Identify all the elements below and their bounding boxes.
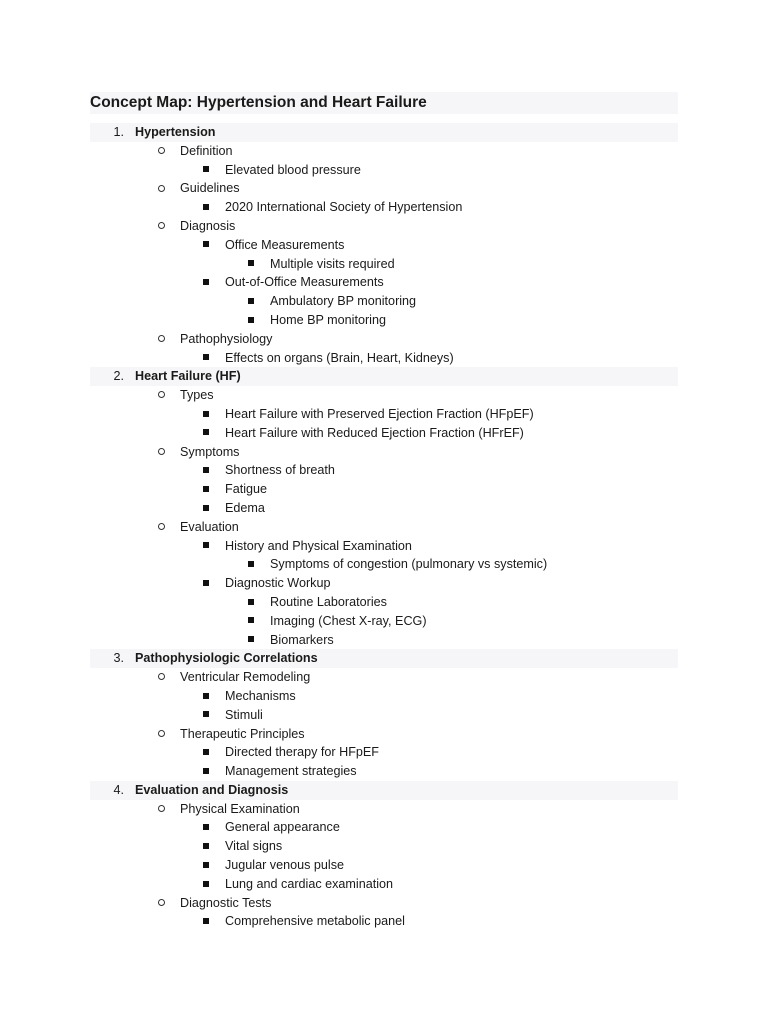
hollow-bullet-icon xyxy=(156,800,166,819)
square-bullet-icon xyxy=(246,612,256,631)
outline-item-text: Heart Failure with Reduced Ejection Fraction (HFrEF) xyxy=(225,425,524,440)
square-bullet-icon xyxy=(246,311,256,330)
square-bullet-icon xyxy=(201,856,211,875)
outline-item xyxy=(90,537,678,556)
document-page xyxy=(90,92,678,931)
outline-item xyxy=(90,743,678,762)
outline-item-text: Shortness of breath xyxy=(225,463,335,478)
outline-item-text: Directed therapy for HFpEF xyxy=(225,745,379,760)
outline-item xyxy=(90,518,678,537)
hollow-bullet-icon xyxy=(156,142,166,161)
outline-item-text: Therapeutic Principles xyxy=(180,726,305,741)
outline-item xyxy=(90,236,678,255)
outline-item-text: Diagnosis xyxy=(180,218,236,233)
square-bullet-icon xyxy=(201,537,211,556)
hollow-bullet-icon xyxy=(156,668,166,687)
outline-item-text: Diagnostic Workup xyxy=(225,576,331,591)
list-number: 3. xyxy=(113,651,124,666)
outline-item-text: Lung and cardiac examination xyxy=(225,876,394,891)
outline-item-text: Multiple visits required xyxy=(270,256,395,271)
outline-item-text: Ventricular Remodeling xyxy=(180,670,311,685)
outline-item xyxy=(90,818,678,837)
hollow-bullet-icon xyxy=(156,179,166,198)
section-heading xyxy=(90,367,678,386)
outline-item-text: Home BP monitoring xyxy=(270,312,386,327)
outline-item-text: Symptoms of congestion (pulmonary vs systemic) xyxy=(270,557,548,572)
square-bullet-icon xyxy=(201,480,211,499)
outline-item-text: Pathophysiologic Correlations xyxy=(135,651,318,666)
square-bullet-icon xyxy=(201,461,211,480)
outline-item-text: Physical Examination xyxy=(180,801,300,816)
square-bullet-icon xyxy=(201,198,211,217)
outline-item-text: Pathophysiology xyxy=(180,331,273,346)
outline-item xyxy=(90,461,678,480)
outline-item-text: Biomarkers xyxy=(270,632,334,647)
outline-item-text: Mechanisms xyxy=(225,688,296,703)
hollow-bullet-icon xyxy=(156,725,166,744)
hollow-bullet-icon xyxy=(156,894,166,913)
outline-item-text: Fatigue xyxy=(225,482,268,497)
outline-item-text: Hypertension xyxy=(135,125,216,139)
outline-item xyxy=(90,687,678,706)
square-bullet-icon xyxy=(201,349,211,368)
outline-item xyxy=(90,574,678,593)
outline-item-text: Guidelines xyxy=(180,181,240,196)
outline-item xyxy=(90,725,678,744)
outline-item-text: Elevated blood pressure xyxy=(225,162,361,177)
outline-item-text: Evaluation and Diagnosis xyxy=(135,782,289,797)
outline-item-text: Imaging (Chest X-ray, ECG) xyxy=(270,613,427,628)
outline-item xyxy=(90,273,678,292)
square-bullet-icon xyxy=(201,762,211,781)
outline-item xyxy=(90,161,678,180)
outline-item-text: Evaluation xyxy=(180,519,239,534)
section-heading xyxy=(90,123,678,142)
outline-item xyxy=(90,330,678,349)
outline-item-text: Definition xyxy=(180,143,233,158)
square-bullet-icon xyxy=(201,161,211,180)
outline-item xyxy=(90,912,678,931)
outline-item-text: Management strategies xyxy=(225,764,357,779)
list-number: 4. xyxy=(113,782,124,797)
list-number: 2. xyxy=(113,369,124,384)
outline-item xyxy=(90,349,678,368)
outline-item xyxy=(90,612,678,631)
square-bullet-icon xyxy=(201,706,211,725)
outline-item-text: 2020 International Society of Hypertension xyxy=(225,200,463,215)
page-title: Concept Map: Hypertension and Heart Failure xyxy=(90,92,678,114)
outline-item-text: General appearance xyxy=(225,820,340,835)
outline-item-text: Heart Failure with Preserved Ejection Fraction (HFpEF) xyxy=(225,406,534,421)
square-bullet-icon xyxy=(201,687,211,706)
square-bullet-icon xyxy=(201,875,211,894)
square-bullet-icon xyxy=(201,743,211,762)
hollow-bullet-icon xyxy=(156,217,166,236)
square-bullet-icon xyxy=(246,292,256,311)
outline-item-text: Heart Failure (HF) xyxy=(135,369,241,384)
square-bullet-icon xyxy=(201,236,211,255)
outline-item xyxy=(90,593,678,612)
square-bullet-icon xyxy=(201,424,211,443)
outline-item xyxy=(90,386,678,405)
square-bullet-icon xyxy=(246,631,256,650)
outline-item xyxy=(90,480,678,499)
outline-item-text: Symptoms xyxy=(180,444,240,459)
outline-item xyxy=(90,668,678,687)
outline-item xyxy=(90,631,678,650)
square-bullet-icon xyxy=(201,837,211,856)
outline-item-text: History and Physical Examination xyxy=(225,538,412,553)
square-bullet-icon xyxy=(201,273,211,292)
square-bullet-icon xyxy=(201,574,211,593)
outline-item xyxy=(90,217,678,236)
list-number: 1. xyxy=(113,125,124,139)
outline-item-text: Effects on organs (Brain, Heart, Kidneys) xyxy=(225,350,454,365)
outline-item xyxy=(90,856,678,875)
section-heading xyxy=(90,781,678,800)
outline-item-text: Office Measurements xyxy=(225,237,345,252)
hollow-bullet-icon xyxy=(156,518,166,537)
outline-item xyxy=(90,311,678,330)
outline-item xyxy=(90,179,678,198)
hollow-bullet-icon xyxy=(156,443,166,462)
hollow-bullet-icon xyxy=(156,330,166,349)
outline-item xyxy=(90,894,678,913)
outline-item-text: Diagnostic Tests xyxy=(180,895,272,910)
outline-item xyxy=(90,198,678,217)
outline-item xyxy=(90,555,678,574)
square-bullet-icon xyxy=(246,255,256,274)
square-bullet-icon xyxy=(201,499,211,518)
square-bullet-icon xyxy=(201,405,211,424)
outline-item-text: Routine Laboratories xyxy=(270,594,387,609)
square-bullet-icon xyxy=(201,912,211,931)
outline-item-text: Out-of-Office Measurements xyxy=(225,275,384,290)
outline-list xyxy=(90,123,678,931)
outline-item-text: Stimuli xyxy=(225,707,263,722)
square-bullet-icon xyxy=(246,555,256,574)
square-bullet-icon xyxy=(201,818,211,837)
hollow-bullet-icon xyxy=(156,386,166,405)
outline-item xyxy=(90,706,678,725)
outline-item xyxy=(90,762,678,781)
outline-item xyxy=(90,405,678,424)
outline-item xyxy=(90,837,678,856)
outline-item xyxy=(90,800,678,819)
outline-item xyxy=(90,875,678,894)
outline-item xyxy=(90,443,678,462)
outline-item-text: Ambulatory BP monitoring xyxy=(270,294,417,309)
outline-item xyxy=(90,424,678,443)
outline-item xyxy=(90,499,678,518)
square-bullet-icon xyxy=(246,593,256,612)
section-heading xyxy=(90,649,678,668)
outline-item xyxy=(90,292,678,311)
outline-item xyxy=(90,255,678,274)
outline-item-text: Comprehensive metabolic panel xyxy=(225,914,405,929)
outline-item xyxy=(90,142,678,161)
outline-item-text: Jugular venous pulse xyxy=(225,858,345,873)
outline-item-text: Vital signs xyxy=(225,839,283,854)
outline-item-text: Types xyxy=(180,388,214,403)
outline-item-text: Edema xyxy=(225,500,265,515)
